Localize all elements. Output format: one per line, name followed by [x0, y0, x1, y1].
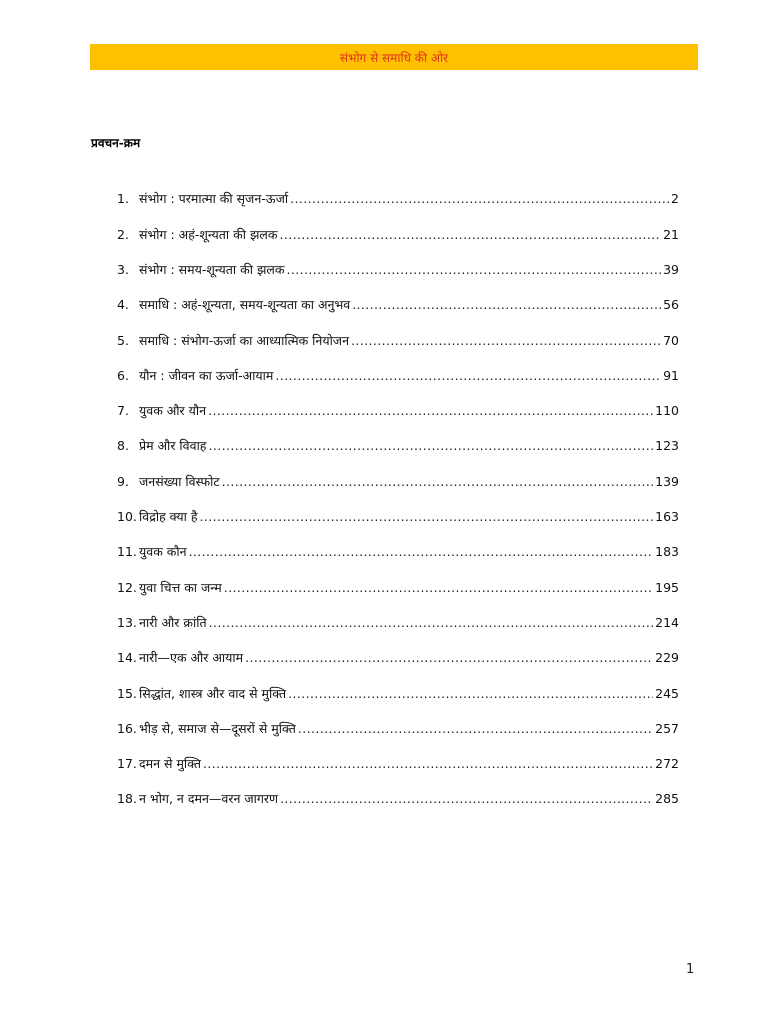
toc-entry-title: समाधि : अहं-शून्यता, समय-शून्यता का अनुभव — [139, 297, 351, 313]
dot-leader — [189, 546, 654, 559]
toc-entry-title: दमन से मुक्ति — [139, 756, 201, 772]
dot-leader — [208, 440, 653, 453]
toc-entry[interactable] — [117, 641, 679, 676]
dot-leader — [352, 299, 661, 312]
toc-entry-title: यौन : जीवन का ऊर्जा-आयाम — [139, 367, 274, 383]
toc-entry[interactable] — [117, 500, 679, 535]
toc-entry-number: 1. — [117, 191, 129, 207]
dot-leader — [279, 229, 661, 242]
toc-entry[interactable] — [117, 676, 679, 711]
toc-entry-page: 214 — [655, 614, 679, 630]
dot-leader — [199, 511, 653, 524]
page-number: 1 — [686, 962, 695, 977]
header-bar — [90, 44, 698, 70]
toc-entry[interactable] — [117, 394, 679, 429]
toc-entry-number: 15. — [117, 685, 137, 701]
toc-entry-title: युवा चित्त का जन्म — [139, 579, 222, 595]
toc-entry-number: 18. — [117, 791, 137, 807]
toc-entry-title: भीड़ से, समाज से—दूसरों से मुक्ति — [139, 720, 296, 736]
toc-entry[interactable] — [117, 253, 679, 288]
dot-leader — [286, 264, 661, 277]
toc-entry-number: 10. — [117, 509, 137, 525]
toc-entry-number: 3. — [117, 261, 129, 277]
toc-entry-page: 245 — [655, 685, 679, 701]
toc-entry[interactable] — [117, 570, 679, 605]
toc-entry-title: संभोग : परमात्मा की सृजन-ऊर्जा — [139, 191, 289, 207]
toc-entry-page: 39 — [663, 261, 679, 277]
toc-entry-title: जनसंख्या विस्फोट — [139, 473, 220, 489]
dot-leader — [222, 476, 653, 489]
toc-entry-page: 163 — [655, 509, 679, 525]
toc-entry-page: 257 — [655, 720, 679, 736]
toc-entry[interactable] — [117, 182, 679, 217]
dot-leader — [245, 652, 653, 665]
toc-entry-number: 17. — [117, 756, 137, 772]
toc-entry-title: नारी और क्रांति — [139, 614, 207, 630]
dot-leader — [275, 370, 661, 383]
dot-leader — [290, 193, 669, 206]
toc-entry[interactable] — [117, 288, 679, 323]
toc-entry-page: 139 — [655, 473, 679, 489]
dot-leader — [209, 617, 654, 630]
toc-entry-page: 2 — [671, 191, 679, 207]
toc-entry-title: नारी—एक और आयाम — [139, 650, 244, 666]
toc-entry[interactable] — [117, 711, 679, 746]
toc-entry-number: 16. — [117, 720, 137, 736]
toc-entry[interactable] — [117, 429, 679, 464]
toc-entry-title: विद्रोह क्या है — [139, 509, 198, 525]
toc-entry-title: युवक और यौन — [139, 403, 207, 419]
dot-leader — [288, 688, 653, 701]
toc-entry-title: समाधि : संभोग-ऊर्जा का आध्यात्मिक नियोजन — [139, 332, 350, 348]
toc-entry-page: 183 — [655, 544, 679, 560]
toc-entry-number: 11. — [117, 544, 137, 560]
toc-entry-page: 91 — [663, 367, 679, 383]
toc-entry-page: 56 — [663, 297, 679, 313]
toc-entry-number: 13. — [117, 614, 137, 630]
toc-entry-number: 2. — [117, 226, 129, 242]
dot-leader — [203, 758, 653, 771]
toc-entry-title: संभोग : अहं-शून्यता की झलक — [139, 226, 278, 242]
toc-entry-number: 4. — [117, 297, 129, 313]
dot-leader — [351, 335, 661, 348]
dot-leader — [208, 405, 653, 418]
toc-entry-number: 9. — [117, 473, 129, 489]
toc-entry-number: 14. — [117, 650, 137, 666]
dot-leader — [224, 582, 653, 595]
toc-heading: प्रवचन-क्रम — [91, 136, 141, 150]
toc-entry-number: 12. — [117, 579, 137, 595]
toc-entry-page: 195 — [655, 579, 679, 595]
toc-entry-number: 5. — [117, 332, 129, 348]
toc-entry[interactable] — [117, 606, 679, 641]
toc-entry-number: 6. — [117, 367, 129, 383]
toc-entry[interactable] — [117, 747, 679, 782]
dot-leader — [298, 723, 653, 736]
toc-entry-page: 21 — [663, 226, 679, 242]
toc-entry[interactable] — [117, 464, 679, 499]
toc-entry[interactable] — [117, 323, 679, 358]
toc-entry[interactable] — [117, 358, 679, 393]
toc-entry-page: 70 — [663, 332, 679, 348]
table-of-contents — [117, 182, 679, 817]
toc-entry-title: युवक कौन — [139, 544, 187, 560]
toc-entry-title: संभोग : समय-शून्यता की झलक — [139, 261, 285, 277]
toc-entry-number: 8. — [117, 438, 129, 454]
toc-entry-page: 229 — [655, 650, 679, 666]
toc-entry-title: प्रेम और विवाह — [139, 438, 207, 454]
toc-entry-number: 7. — [117, 403, 129, 419]
toc-entry-page: 272 — [655, 756, 679, 772]
book-title: संभोग से समाधि की ओर — [339, 50, 449, 65]
toc-entry-title: न भोग, न दमन—वरन जागरण — [139, 791, 279, 807]
toc-entry[interactable] — [117, 217, 679, 252]
toc-entry[interactable] — [117, 782, 679, 817]
dot-leader — [280, 793, 653, 806]
toc-entry-page: 123 — [655, 438, 679, 454]
toc-entry-page: 110 — [655, 403, 679, 419]
toc-entry-page: 285 — [655, 791, 679, 807]
toc-entry[interactable] — [117, 535, 679, 570]
toc-entry-title: सिद्धांत, शास्त्र और वाद से मुक्ति — [139, 685, 287, 701]
